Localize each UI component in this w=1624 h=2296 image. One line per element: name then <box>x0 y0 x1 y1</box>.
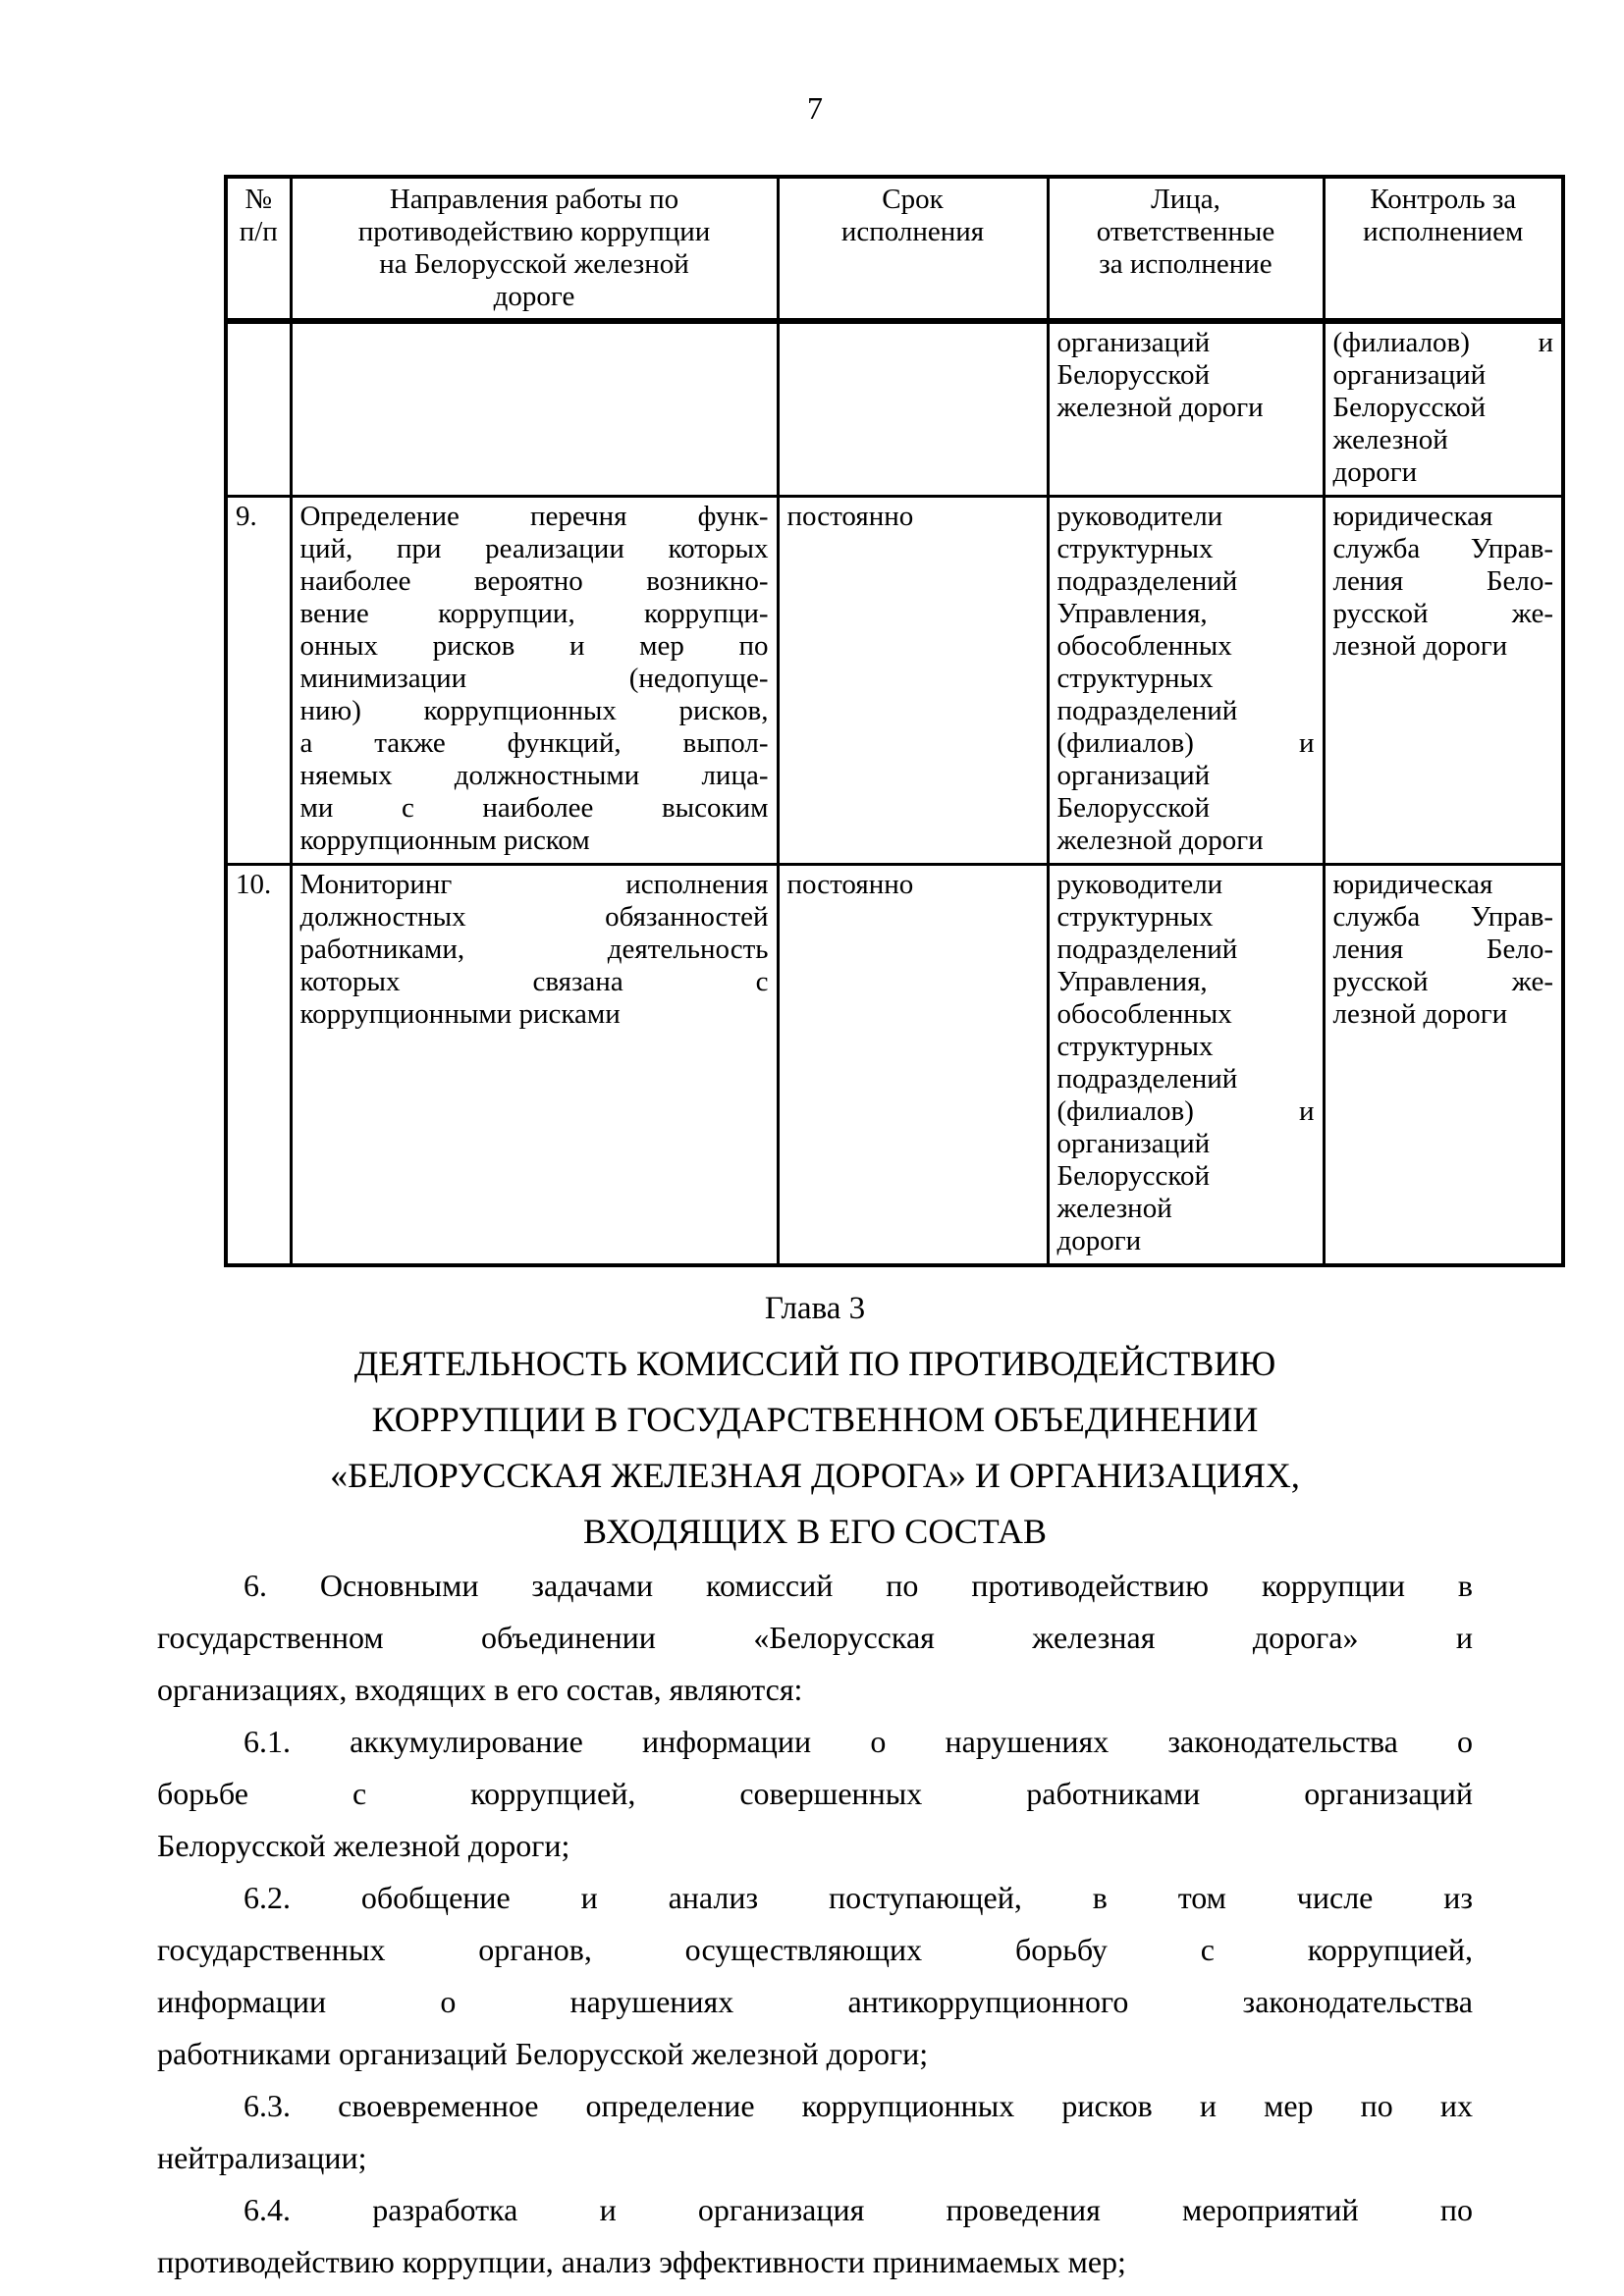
col-header-responsible: Лица, ответственные за исполнение <box>1048 177 1324 321</box>
col-header-num: № п/п <box>226 177 291 321</box>
cell-responsible: руководители структурных подразделений Управления, обособленных структурных подразделений (филиалов) и организаций Белорусской железной дороги <box>1048 865 1324 1266</box>
paragraph-6-1: 6.1. аккумулирование информации о нарушениях законодательства о борьбе с коррупцией, совершенных работниками организаций Белорусской железной дороги; <box>157 1724 1473 1863</box>
cell-control: (филиалов) и организаций Белорусской железной дороги <box>1324 321 1563 497</box>
anti-corruption-plan-table <box>224 175 1565 1267</box>
cell-term <box>778 321 1048 497</box>
col-header-term: Срок исполнения <box>778 177 1048 321</box>
cell-control: юридическая служба Управ- ления Бело- русской же- лезной дороги <box>1324 865 1563 1266</box>
cell-responsible: руководители структурных подразделений Управления, обособленных структурных подразделений (филиалов) и организаций Белорусской железной дороги <box>1048 497 1324 865</box>
chapter-heading <box>157 1281 1473 1560</box>
table-row <box>226 321 1563 497</box>
cell-num: 9. <box>226 497 291 865</box>
cell-direction <box>291 321 778 497</box>
cell-term: постоянно <box>778 865 1048 1266</box>
table-header-row <box>226 177 1563 321</box>
cell-control: юридическая служба Управ- ления Бело- русской же- лезной дороги <box>1324 497 1563 865</box>
table-row <box>226 865 1563 1266</box>
paragraph-6-2: 6.2. обобщение и анализ поступающей, в том числе из государственных органов, осуществляющих борьбу с коррупцией, информации о нарушениях антикоррупционного законодательства работниками организаций Белорусской железной дороги; <box>157 1880 1473 2071</box>
paragraph-6-3: 6.3. своевременное определение коррупционных рисков и мер по их нейтрализации; <box>157 2088 1473 2175</box>
cell-num: 10. <box>226 865 291 1266</box>
paragraph-6: 6. Основными задачами комиссий по противодействию коррупции в государственном объединении «Белорусская железная дорога» и организациях, входящих в его состав, являются: <box>157 1568 1473 1707</box>
cell-term: постоянно <box>778 497 1048 865</box>
chapter-label: Глава 3 <box>764 1291 866 1326</box>
cell-direction: Мониторинг исполнения должностных обязанностей работниками, деятельность которых связана с коррупционными рисками <box>291 865 778 1266</box>
cell-num <box>226 321 291 497</box>
paragraph-6-4: 6.4. разработка и организация проведения мероприятий по противодействию коррупции, анализ эффективности принимаемых мер; <box>157 2192 1473 2279</box>
table-row <box>226 497 1563 865</box>
col-header-control: Контроль за исполнением <box>1324 177 1563 321</box>
page-number: 7 <box>807 90 823 126</box>
col-header-direction: Направления работы по противодействию коррупции на Белорусской железной дороге <box>291 177 778 321</box>
cell-direction: Определение перечня функ- ций, при реализации которых наиболее вероятно возникно- вение коррупции, коррупци- онных рисков и мер по минимизации (недопуще- нию) коррупционных рисков, а также функций, выпол- няемых должностными лица- ми с наиболее высоким коррупционным риском <box>291 497 778 865</box>
chapter-title: ДЕЯТЕЛЬНОСТЬ КОМИССИЙ ПО ПРОТИВОДЕЙСТВИЮ КОРРУПЦИИ В ГОСУДАРСТВЕННОМ ОБЪЕДИНЕНИИ «БЕЛОРУССКАЯ ЖЕЛЕЗНАЯ ДОРОГА» И ОРГАНИЗАЦИЯХ, ВХОДЯЩИХ В ЕГО СОСТАВ <box>330 1344 1300 1551</box>
cell-responsible: организаций Белорусской железной дороги <box>1048 321 1324 497</box>
